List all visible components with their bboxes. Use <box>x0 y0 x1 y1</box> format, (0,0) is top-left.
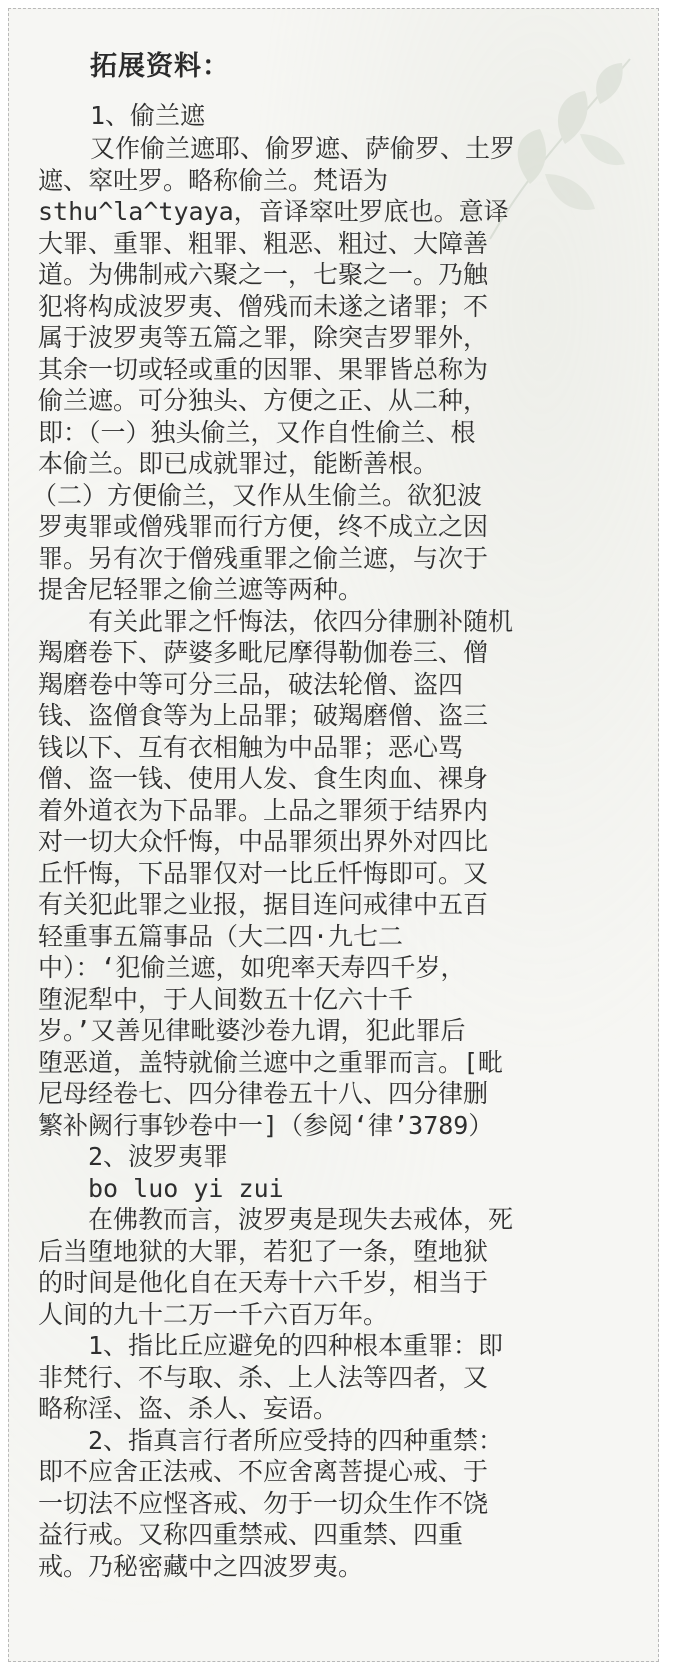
text-line: 又作偷兰遮耶、偷罗遮、萨偷罗、土罗 <box>90 134 516 163</box>
text-line: 益行戒。又称四重禁戒、四重禁、四重 <box>38 1520 464 1549</box>
text-line: 1、指比丘应避免的四种根本重罪：即 <box>88 1331 504 1360</box>
text-line: 人间的九十二万一千六百万年。 <box>38 1300 389 1329</box>
text-line: 略称淫、盗、杀人、妄语。 <box>38 1394 339 1423</box>
text-line: 岁。’又善见律毗婆沙卷九谓，犯此罪后 <box>38 1016 466 1045</box>
text-line: 尼母经卷七、四分律卷五十八、四分律删 <box>38 1079 489 1108</box>
text-line: 堕泥犁中，于人间数五十亿六十千 <box>38 985 414 1014</box>
text-line: 2、指真言行者所应受持的四种重禁： <box>88 1426 504 1455</box>
text-line: 犯将构成波罗夷、僧残而未遂之诸罪；不 <box>38 292 489 321</box>
text-line: 僧、盗一钱、使用人发、食生肉血、裸身 <box>38 764 489 793</box>
text-line: 非梵行、不与取、杀、上人法等四者，又 <box>38 1363 489 1392</box>
text-line: 堕恶道，盖特就偷兰遮中之重罪而言。[毗 <box>38 1048 504 1077</box>
text-line: sthu^la^tyaya，音译窣吐罗底也。意译 <box>38 197 509 226</box>
text-line: 繁补阙行事钞卷中一]（参阅‘律’3789） <box>38 1111 494 1140</box>
text-line: 戒。乃秘密藏中之四波罗夷。 <box>38 1552 364 1581</box>
text-line: 1、偷兰遮 <box>90 101 206 130</box>
text-line: 本偷兰。即已成就罪过，能断善根。 <box>38 449 439 478</box>
text-line: 偷兰遮。可分独头、方便之正、从二种， <box>38 386 489 415</box>
text-line: 罪。另有次于僧残重罪之偷兰遮，与次于 <box>38 544 489 573</box>
text-line: 羯磨卷下、萨婆多毗尼摩得勒伽卷三、僧 <box>38 638 489 667</box>
text-line: 中）：‘犯偷兰遮，如兜率天寿四千岁， <box>38 953 466 982</box>
text-line: 大罪、重罪、粗罪、粗恶、粗过、大障善 <box>38 229 489 258</box>
text-line: 轻重事五篇事品（大二四·九七二 <box>38 922 404 951</box>
text-line: 遮、窣吐罗。略称偷兰。梵语为 <box>38 166 389 195</box>
text-line: 即：（一）独头偷兰，又作自性偷兰、根 <box>38 418 476 447</box>
text-line: 的时间是他化自在天寿十六千岁，相当于 <box>38 1268 489 1297</box>
text-line: 丘忏悔，下品罪仅对一比丘忏悔即可。又 <box>38 859 489 888</box>
text-line: 后当堕地狱的大罪，若犯了一条，堕地狱 <box>38 1237 489 1266</box>
text-line: 羯磨卷中等可分三品，破法轮僧、盗四 <box>38 670 464 699</box>
text-line: 钱、盗僧食等为上品罪；破羯磨僧、盗三 <box>38 701 489 730</box>
text-line: 属于波罗夷等五篇之罪，除突吉罗罪外， <box>38 323 489 352</box>
text-line: 着外道衣为下品罪。上品之罪须于结界内 <box>38 796 489 825</box>
text-line: 2、波罗夷罪 <box>88 1142 229 1171</box>
text-line: 提舍尼轻罪之偷兰遮等两种。 <box>38 575 364 604</box>
section-heading: 拓展资料： <box>90 51 230 82</box>
text-line: （二）方便偷兰，又作从生偷兰。欲犯波 <box>32 481 483 510</box>
text-line: 对一切大众忏悔，中品罪须出界外对四比 <box>38 827 489 856</box>
text-line: 有关此罪之忏悔法，依四分律删补随机 <box>88 607 514 636</box>
text-line: 在佛教而言，波罗夷是现失去戒体，死 <box>88 1205 514 1234</box>
text-line: 即不应舍正法戒、不应舍离菩提心戒、于 <box>38 1457 489 1486</box>
text-line: bo luo yi zui <box>88 1174 284 1203</box>
text-line: 有关犯此罪之业报，据目连问戒律中五百 <box>38 890 489 919</box>
text-line: 道。为佛制戒六聚之一，七聚之一。乃触 <box>38 260 489 289</box>
text-line: 一切法不应悭吝戒、勿于一切众生作不饶 <box>38 1489 489 1518</box>
text-line: 其余一切或轻或重的因罪、果罪皆总称为 <box>38 355 489 384</box>
text-line: 罗夷罪或僧残罪而行方便，终不成立之因 <box>38 512 489 541</box>
text-line: 钱以下、互有衣相触为中品罪；恶心骂 <box>38 733 464 762</box>
